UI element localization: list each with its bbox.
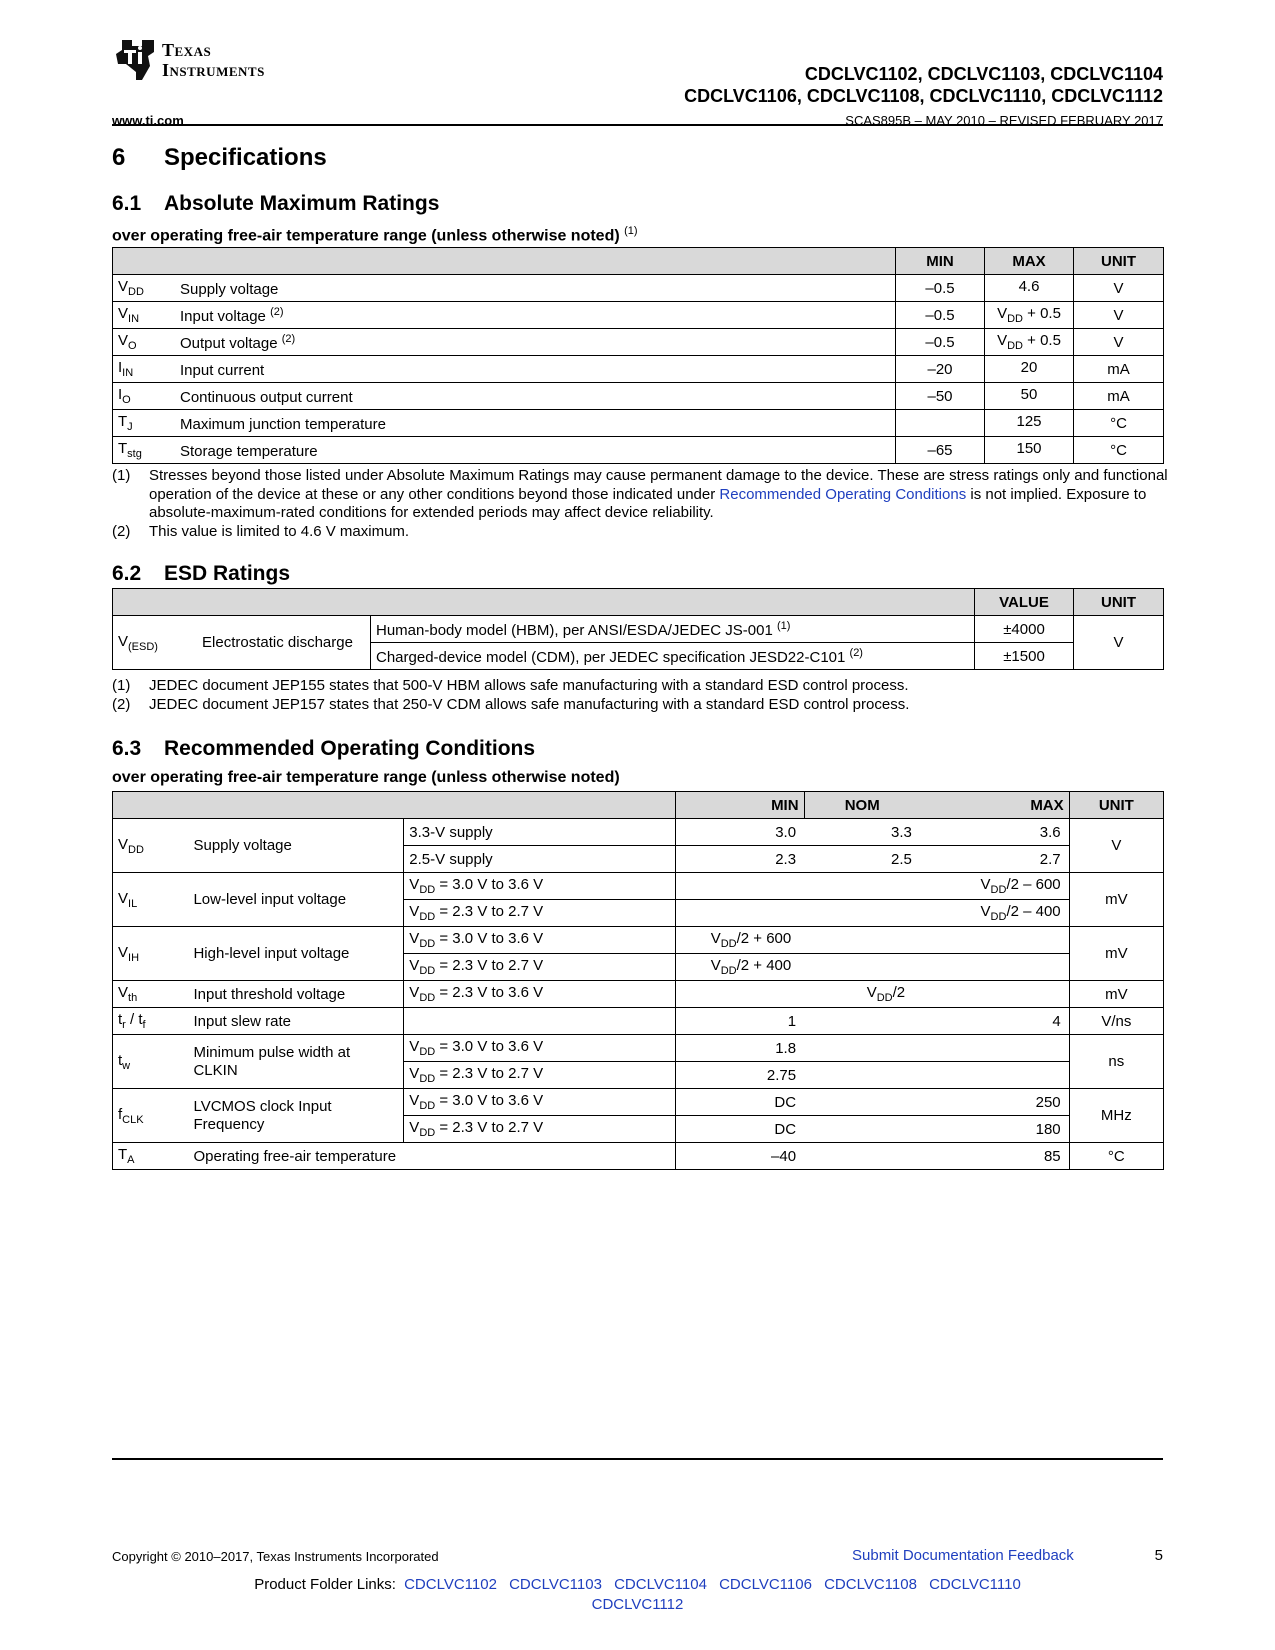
amr-symbol (113, 437, 176, 464)
amr-row (113, 329, 1164, 356)
amr-max (985, 329, 1074, 356)
roc-tw-c2-sub: DD (419, 1073, 436, 1085)
amr-max-tail: + 0.5 (1022, 305, 1061, 322)
amr-note-2-text: This value is limited to 4.6 V maximum. (149, 522, 410, 540)
roc-vil-unit: mV (1069, 873, 1163, 927)
amr-note-2-number: (2) (112, 522, 131, 540)
roc-tw-description: Minimum pulse width at CLKIN (188, 1035, 403, 1089)
roc-vth-nom-v: V (866, 984, 877, 1001)
roc-vih-c1-text: = 3.0 V to 3.6 V (435, 930, 544, 947)
roc-slew-max: 4 (920, 1008, 1069, 1035)
roc-row-vil-1 (113, 873, 1164, 900)
section-number: 6 (112, 144, 126, 171)
amr-min: –0.5 (896, 275, 985, 302)
roc-vth-symbol (113, 981, 189, 1008)
amr-min: –0.5 (896, 302, 985, 329)
roc-vil-c2-sub: DD (419, 911, 436, 923)
roc-tw-min-2: 2.75 (675, 1062, 804, 1089)
roc-ta-min: –40 (675, 1143, 804, 1170)
amr-symbol (113, 383, 176, 410)
product-link-cdclvc1106[interactable]: CDCLVC1106 (719, 1576, 812, 1593)
amr-description (175, 275, 896, 302)
amr-sym-sub: O (122, 394, 131, 406)
roc-vil-sub: IL (128, 897, 138, 910)
product-link-cdclvc1102[interactable]: CDCLVC1102 (404, 1576, 497, 1593)
amr-desc-text: Supply voltage (180, 280, 279, 298)
amr-max (985, 383, 1074, 410)
roc-slew-sym-a: t (118, 1011, 123, 1028)
esd-header-blank (113, 589, 975, 616)
roc-vil-max-1 (675, 873, 1069, 900)
amr-desc-text: Storage temperature (180, 442, 318, 460)
roc-vil-max2-v: V (980, 903, 991, 920)
amr-description (175, 329, 896, 356)
roc-slew-min: 1 (675, 1008, 804, 1035)
product-link-cdclvc1108[interactable]: CDCLVC1108 (824, 1576, 917, 1593)
amr-desc-text: Input current (180, 361, 265, 379)
amr-number: 6.1 (112, 192, 142, 215)
product-folder-label: Product Folder Links: (254, 1576, 396, 1593)
amr-unit: °C (1074, 410, 1164, 437)
amr-min: –50 (896, 383, 985, 410)
roc-header-min: MIN (675, 792, 804, 819)
roc-vth-c-sub: DD (419, 992, 436, 1004)
roc-fclk-max-1: 250 (920, 1089, 1069, 1116)
roc-table (112, 791, 1164, 1170)
part-numbers-line-1: CDCLVC1102, CDCLVC1103, CDCLVC1104 (804, 64, 1163, 84)
amr-min: –65 (896, 437, 985, 464)
amr-description (175, 302, 896, 329)
roc-fclk-c1-text: = 3.0 V to 3.6 V (435, 1092, 544, 1109)
amr-symbol (113, 275, 176, 302)
amr-desc-note: (2) (270, 305, 284, 318)
amr-sym-sub: O (128, 340, 137, 352)
amr-sym-sub: IN (122, 367, 134, 379)
roc-tw-sub: w (122, 1059, 131, 1072)
roc-ta-description: Operating free-air temperature (188, 1143, 675, 1170)
roc-vdd-max-2: 2.7 (920, 846, 1069, 873)
roc-row-tw-1 (113, 1035, 1164, 1062)
esd-note-2 (112, 696, 1172, 715)
esd-row-hbm (113, 616, 1164, 643)
roc-fclk-c2-text: = 2.3 V to 2.7 V (435, 1119, 544, 1136)
amr-max (985, 356, 1074, 383)
roc-fclk-sub: CLK (122, 1113, 144, 1126)
roc-vdd-nom-1: 3.3 (804, 819, 920, 846)
amr-note-2 (112, 523, 1172, 542)
esd-cdm-text: Charged-device model (CDM), per JEDEC specification JESD22-C101 (376, 648, 846, 666)
section-title: Specifications (164, 144, 327, 171)
roc-ta-symbol (113, 1143, 189, 1170)
roc-tw-c1-sub: DD (419, 1046, 436, 1058)
amr-max-sub: DD (1007, 313, 1023, 325)
roc-row-ta (113, 1143, 1164, 1170)
roc-vih-c1-v: V (409, 930, 420, 947)
esd-header-value: VALUE (975, 589, 1074, 616)
amr-min: –0.5 (896, 329, 985, 356)
esd-symbol (113, 616, 186, 670)
amr-description (175, 356, 896, 383)
logo-line-2: Instruments (162, 60, 265, 80)
roc-vil-c1-text: = 3.0 V to 3.6 V (435, 876, 544, 893)
roc-vdd-min-1: 3.0 (675, 819, 804, 846)
roc-slew-description: Input slew rate (188, 1008, 403, 1035)
product-folder-links (0, 1575, 1275, 1615)
amr-row (113, 275, 1164, 302)
roc-fclk-unit: MHz (1069, 1089, 1163, 1143)
roc-vil-max2-sub: DD (990, 911, 1007, 923)
roc-vil-max1-sub: DD (990, 884, 1007, 896)
amr-note-1-text (149, 467, 1172, 523)
section-heading (112, 144, 327, 172)
copyright: Copyright © 2010–2017, Texas Instruments Incorporated (112, 1549, 439, 1564)
amr-unit: mA (1074, 356, 1164, 383)
amr-desc-text: Maximum junction temperature (180, 415, 386, 433)
roc-slew-mid: / t (125, 1011, 143, 1028)
esd-hbm-value: ±4000 (975, 616, 1074, 643)
roc-vth-nom (675, 981, 1069, 1008)
roc-ta-sub: A (127, 1154, 135, 1166)
amr-description (175, 437, 896, 464)
amr-max-main: 20 (1020, 359, 1038, 376)
roc-vil-condition-1 (404, 873, 675, 900)
amr-sym: V (118, 278, 129, 295)
amr-desc-text: Output voltage (180, 334, 278, 352)
feedback-link[interactable]: Submit Documentation Feedback (852, 1547, 1074, 1564)
esd-table (112, 588, 1164, 670)
esd-header-row (113, 589, 1164, 616)
esd-cdm-value: ±1500 (975, 643, 1074, 670)
amr-sym: T (118, 413, 128, 430)
part-numbers (684, 63, 1163, 107)
amr-description (175, 410, 896, 437)
roc-tw-symbol (113, 1035, 189, 1089)
amr-sym: I (118, 359, 123, 376)
product-link-cdclvc1104[interactable]: CDCLVC1104 (614, 1576, 707, 1593)
roc-vih-symbol (113, 927, 189, 981)
roc-vdd-sym: V (118, 835, 129, 853)
page-number: 5 (1154, 1547, 1163, 1564)
amr-sym: V (118, 305, 129, 322)
roc-fclk-nom-2 (804, 1116, 920, 1143)
roc-number: 6.3 (112, 737, 142, 760)
esd-title: ESD Ratings (164, 562, 291, 585)
roc-vil-max-2 (675, 900, 1069, 927)
esd-symbol-sub: (ESD) (128, 640, 158, 653)
roc-vil-c2-v: V (409, 903, 420, 920)
roc-vih-min1-tail: /2 + 600 (736, 930, 792, 947)
amr-note-1 (112, 467, 1172, 523)
amr-max (985, 302, 1074, 329)
roc-vil-condition-2 (404, 900, 675, 927)
roc-row-slew (113, 1008, 1164, 1035)
roc-subtitle: over operating free-air temperature range (unless otherwise noted) (112, 769, 620, 786)
roc-slew-condition (404, 1008, 675, 1035)
roc-fclk-min-1: DC (675, 1089, 804, 1116)
roc-vth-description: Input threshold voltage (188, 981, 403, 1008)
amr-row (113, 383, 1164, 410)
roc-vil-symbol (113, 873, 189, 927)
esd-hbm-note: (1) (776, 619, 791, 632)
roc-vth-nom-sub: DD (876, 992, 893, 1004)
roc-vil-c1-v: V (409, 876, 420, 893)
roc-slew-unit: V/ns (1069, 1008, 1163, 1035)
roc-row-vdd-1 (113, 819, 1164, 846)
roc-fclk-c2-sub: DD (419, 1127, 436, 1139)
roc-vth-nom-tail: /2 (892, 984, 906, 1001)
roc-row-fclk-1 (113, 1089, 1164, 1116)
roc-fclk-min-2: DC (675, 1116, 804, 1143)
amr-note-1-number: (1) (112, 467, 131, 484)
roc-tw-unit: ns (1069, 1035, 1163, 1089)
roc-slew-nom (804, 1008, 920, 1035)
amr-max-main: 50 (1020, 386, 1038, 403)
roc-fclk-symbol (113, 1089, 189, 1143)
esd-description: Electrostatic discharge (185, 616, 371, 670)
roc-vih-condition-1 (404, 927, 675, 954)
roc-vih-min1-sub: DD (720, 938, 737, 950)
roc-vdd-condition-1: 3.3-V supply (404, 819, 675, 846)
roc-ta-sym: T (118, 1146, 128, 1163)
amr-note-1-text-b: is not implied. Exposure to absolute-maximum-rated conditions for extended periods may affect device reliability. (149, 485, 1147, 521)
roc-vih-condition-2 (404, 954, 675, 981)
roc-vth-unit: mV (1069, 981, 1163, 1008)
roc-vih-c2-text: = 2.3 V to 2.7 V (435, 957, 544, 974)
roc-tw-nom-2 (804, 1062, 920, 1089)
esd-header-unit: UNIT (1074, 589, 1164, 616)
amr-sym: I (118, 386, 123, 403)
amr-symbol (113, 329, 176, 356)
roc-tw-c1-v: V (409, 1038, 420, 1055)
roc-vil-max1-tail: /2 – 600 (1006, 876, 1061, 893)
amr-header-min: MIN (896, 248, 985, 275)
roc-ta-max: 85 (920, 1143, 1069, 1170)
amr-sym-sub: DD (128, 286, 144, 298)
roc-vih-sub: IH (128, 951, 140, 964)
product-link-cdclvc1103[interactable]: CDCLVC1103 (509, 1576, 602, 1593)
amr-max-main: V (997, 332, 1008, 349)
amr-min: –20 (896, 356, 985, 383)
amr-sym: V (118, 332, 129, 349)
roc-vth-sub: th (128, 992, 138, 1004)
roc-header-max: MAX (920, 792, 1069, 819)
roc-vdd-nom-2: 2.5 (804, 846, 920, 873)
esd-notes (112, 677, 1172, 714)
roc-vih-min2-v: V (710, 957, 721, 974)
roc-slew-sub-b: f (142, 1019, 146, 1031)
roc-fclk-c1-sub: DD (419, 1100, 436, 1112)
roc-vih-min-1 (675, 927, 1069, 954)
amr-max (985, 410, 1074, 437)
roc-vdd-unit: V (1069, 819, 1163, 873)
amr-note-1-text-a: Stresses beyond those listed under Absolute Maximum Ratings may cause permanent damage to the device. These are stress ratings only and functional operation of the device at these or any other conditions beyond those indicated under (149, 467, 1168, 503)
amr-sym: T (118, 440, 128, 457)
roc-fclk-max-2: 180 (920, 1116, 1069, 1143)
amr-symbol (113, 410, 176, 437)
ti-logo-icon (112, 36, 158, 84)
amr-max-main: 4.6 (1018, 278, 1040, 295)
roc-vdd-symbol (113, 819, 189, 873)
website-link[interactable]: www.ti.com (112, 113, 184, 128)
amr-min (896, 410, 985, 437)
roc-tw-sym: t (118, 1051, 123, 1069)
amr-subtitle-text: over operating free-air temperature range (unless otherwise noted) (112, 227, 620, 245)
roc-header-nom: NOM (804, 792, 920, 819)
roc-vth-sym: V (118, 984, 129, 1001)
roc-vil-description: Low-level input voltage (188, 873, 403, 927)
roc-fclk-nom-1 (804, 1089, 920, 1116)
roc-ta-nom (804, 1143, 920, 1170)
esd-note-2-number: (2) (112, 695, 131, 713)
roc-vih-min1-v: V (710, 930, 721, 947)
esd-cdm-note: (2) (849, 646, 863, 659)
roc-vth-c-v: V (409, 984, 420, 1001)
roc-row-vth (113, 981, 1164, 1008)
doc-id: SCAS895B – MAY 2010 – REVISED FEBRUARY 2017 (845, 113, 1163, 128)
roc-slew-sub-a: r (122, 1019, 126, 1031)
amr-desc-text: Input voltage (180, 307, 266, 325)
roc-vth-condition (404, 981, 675, 1008)
roc-tw-c2-text: = 2.3 V to 2.7 V (435, 1065, 544, 1082)
roc-vil-max1-v: V (980, 876, 991, 893)
amr-symbol (113, 356, 176, 383)
amr-row (113, 356, 1164, 383)
roc-vdd-sub: DD (128, 843, 144, 856)
roc-title: Recommended Operating Conditions (164, 737, 536, 760)
product-link-cdclvc1110[interactable]: CDCLVC1110 (929, 1576, 1021, 1593)
amr-sym-sub: IN (128, 313, 140, 325)
amr-subtitle-note: (1) (624, 225, 638, 237)
roc-tw-max-2 (920, 1062, 1069, 1089)
amr-max (985, 437, 1074, 464)
roc-vil-c2-text: = 2.3 V to 2.7 V (435, 903, 544, 920)
roc-fclk-c2-v: V (409, 1119, 420, 1136)
roc-header-blank (113, 792, 676, 819)
roc-vih-c1-sub: DD (419, 938, 436, 950)
roc-vih-min2-tail: /2 + 400 (736, 957, 792, 974)
esd-note-1-number: (1) (112, 677, 131, 694)
roc-tw-c1-text: = 3.0 V to 3.6 V (435, 1038, 544, 1055)
amr-header-unit: UNIT (1074, 248, 1164, 275)
amr-max (985, 275, 1074, 302)
amr-title: Absolute Maximum Ratings (164, 192, 440, 215)
esd-unit: V (1074, 616, 1164, 670)
roc-fclk-condition-1 (404, 1089, 675, 1116)
amr-heading (112, 192, 439, 216)
roc-tw-min-1: 1.8 (675, 1035, 804, 1062)
amr-desc-note: (2) (281, 332, 296, 345)
amr-subtitle (112, 225, 638, 245)
roc-fclk-description: LVCMOS clock Input Frequency (188, 1089, 403, 1143)
amr-max-main: V (997, 305, 1008, 322)
roc-tw-condition-1 (404, 1035, 675, 1062)
roc-heading (112, 737, 535, 761)
logo-wordmark (162, 40, 265, 80)
roc-vth-c-text: = 2.3 V to 3.6 V (435, 984, 544, 1001)
roc-tw-max-1 (920, 1035, 1069, 1062)
amr-max-main: 150 (1016, 440, 1042, 457)
amr-header-max: MAX (985, 248, 1074, 275)
amr-max-sub: DD (1007, 340, 1023, 352)
roc-vih-c2-v: V (409, 957, 420, 974)
amr-row (113, 302, 1164, 329)
amr-max-main: 125 (1016, 413, 1042, 430)
roc-link[interactable]: Recommended Operating Conditions (719, 485, 967, 503)
roc-vih-unit: mV (1069, 927, 1163, 981)
roc-tw-condition-2 (404, 1062, 675, 1089)
amr-row (113, 437, 1164, 464)
esd-hbm-text: Human-body model (HBM), per ANSI/ESDA/JEDEC JS-001 (376, 621, 773, 639)
roc-tw-nom-1 (804, 1035, 920, 1062)
logo-line-1: Texas (162, 40, 212, 60)
roc-vdd-min-2: 2.3 (675, 846, 804, 873)
amr-unit: V (1074, 302, 1164, 329)
roc-vih-min-2 (675, 954, 1069, 981)
amr-header-row (113, 248, 1164, 275)
amr-unit: V (1074, 275, 1164, 302)
amr-unit: V (1074, 329, 1164, 356)
roc-slew-symbol (113, 1008, 189, 1035)
ti-logo[interactable] (112, 36, 265, 84)
amr-desc-text: Continuous output current (180, 388, 353, 406)
amr-description (175, 383, 896, 410)
amr-notes (112, 467, 1172, 541)
roc-header-row (113, 792, 1164, 819)
esd-number: 6.2 (112, 562, 142, 585)
roc-fclk-c1-v: V (409, 1092, 420, 1109)
amr-header-blank (113, 248, 896, 275)
esd-hbm (371, 616, 975, 643)
part-numbers-line-2: CDCLVC1106, CDCLVC1108, CDCLVC1110, CDCLVC1112 (684, 86, 1163, 106)
amr-sym-sub: stg (127, 448, 142, 460)
esd-heading (112, 562, 290, 586)
esd-note-1 (112, 677, 1172, 696)
amr-body (113, 275, 1164, 464)
esd-cdm (371, 643, 975, 670)
roc-vdd-condition-2: 2.5-V supply (404, 846, 675, 873)
roc-ta-unit: °C (1069, 1143, 1163, 1170)
product-link-cdclvc1112[interactable]: CDCLVC1112 (591, 1596, 684, 1613)
amr-symbol (113, 302, 176, 329)
amr-max-tail: + 0.5 (1022, 332, 1061, 349)
amr-table (112, 247, 1164, 464)
amr-row (113, 410, 1164, 437)
roc-tw-c2-v: V (409, 1065, 420, 1082)
roc-vih-sym: V (118, 943, 129, 961)
roc-header-unit: UNIT (1069, 792, 1163, 819)
roc-row-vih-1 (113, 927, 1164, 954)
amr-sym-sub: J (127, 421, 133, 433)
roc-vil-sym: V (118, 889, 129, 907)
roc-vih-description: High-level input voltage (188, 927, 403, 981)
roc-vih-c2-sub: DD (419, 965, 436, 977)
esd-symbol-main: V (118, 632, 129, 650)
esd-note-2-text: JEDEC document JEP157 states that 250-V CDM allows safe manufacturing with a standard ESD control process. (149, 695, 910, 713)
amr-unit: mA (1074, 383, 1164, 410)
roc-vil-max2-tail: /2 – 400 (1006, 903, 1061, 920)
esd-note-1-text: JEDEC document JEP155 states that 500-V HBM allows safe manufacturing with a standard ESD control process. (149, 677, 909, 694)
roc-vdd-max-1: 3.6 (920, 819, 1069, 846)
roc-fclk-condition-2 (404, 1116, 675, 1143)
amr-unit: °C (1074, 437, 1164, 464)
roc-vil-c1-sub: DD (419, 884, 436, 896)
roc-vdd-description: Supply voltage (188, 819, 403, 873)
header-rule (112, 124, 1163, 126)
footer-rule (112, 1458, 1163, 1460)
roc-fclk-sym: f (118, 1105, 123, 1123)
roc-vih-min2-sub: DD (720, 965, 737, 977)
